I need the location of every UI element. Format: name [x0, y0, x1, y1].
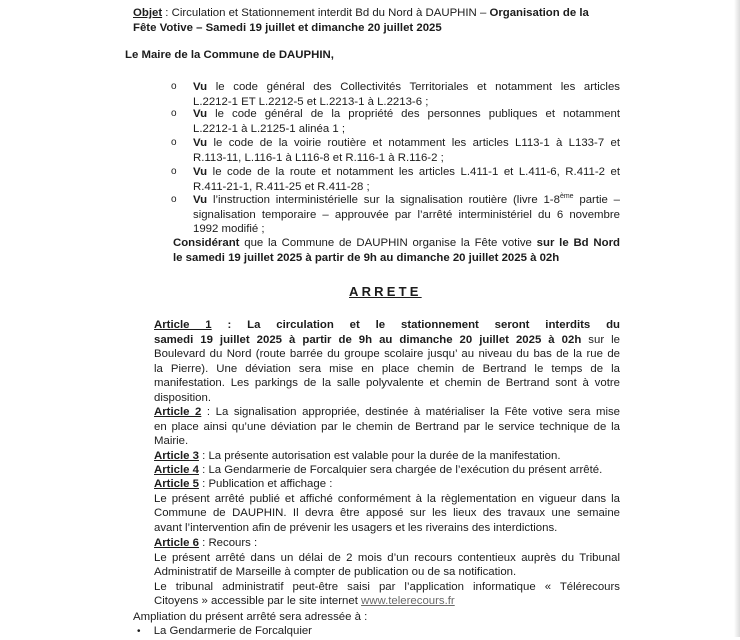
article-6: Article 6 : Recours : Le présent arrêté dans un délai de 2 mois d’un recours contentieux auprès du Tribunal Administratif de Marseille à compter de publication ou de sa notification. Le tribunal administratif peut-être saisi par l’application informatique « Télérecours Citoyens » accessible par le site internet www.telerecours.fr — [154, 537, 620, 608]
article-5: Article 5 : Publication et affichage : Le présent arrêté publié et affiché conformément à la règlementation en vigueur dans la Commune de DAUPHIN. Il devra être apposé sur les lieux des travaux une semaine avant l’intervention afin de prévenir les usagers et les riverains des interdictions. — [154, 478, 620, 534]
article-label: Article 6 — [154, 537, 199, 549]
telerecours-link[interactable]: www.telerecours.fr — [361, 595, 455, 608]
circle-bullet-icon: o — [171, 81, 177, 92]
vu-item: o Vu le code général des Collectivités Territoriales et notamment les articles L.2212-1 ET L.2212-5 et L.2213-1 à L.2213-6 ; — [171, 81, 620, 108]
considerant: Considérant que la Commune de DAUPHIN organise la Fête votive sur le Bd Nord le samedi 19 juillet 2025 à partir de 9h au dimanche 20 juillet 2025 à 02h — [173, 237, 620, 264]
article-label: Article 4 — [154, 464, 199, 476]
article-2: Article 2 : La signalisation appropriée, destinée à matérialiser la Fête votive sera mise en place ainsi qu’une déviation par le chemin de Bertrand par le service technique de la Mairie. — [154, 406, 621, 448]
vu-item: o Vu le code de la voirie routière et notamment les articles L113-1 à L133-7 et R.113-11, L.116-1 à L116-8 et R.116-1 à R.116-2 ; — [171, 137, 620, 164]
circle-bullet-icon: o — [171, 194, 177, 205]
article-label: Article 3 — [154, 450, 199, 462]
vu-item: o Vu l’instruction interministérielle sur la signalisation routière (livre 1-8ème partie – signalisation temporaire – approuvée par l’arrêté interministériel du 6 novembre 1992 modifié ; — [171, 193, 620, 236]
vu-item: o Vu le code général de la propriété des personnes publiques et notamment L.2212-1 à L.2125-1 alinéa 1 ; — [171, 108, 620, 135]
arrete-heading: ARRETE — [349, 284, 422, 299]
article-1: Article 1 : La circulation et le stationnement seront interdits du samedi 19 juillet 2025 à partir de 9h au dimanche 20 juillet 2025 à 02h sur le Boulevard du Nord (route barrée du groupe scolaire jusqu’ au niveau du bas de la rue de la Pierre). Une déviation sera mise en place chemin de Bertrand le temps de la manifestation. Les parkings de la salle polyvalente et chemin de Bertrand sont à votre disposition. — [154, 319, 620, 404]
article-4: Article 4 : La Gendarmerie de Forcalquier sera chargée de l’exécution du présent arrêté. — [154, 464, 603, 476]
objet-line1: Objet : Circulation et Stationnement interdit Bd du Nord à DAUPHIN – Organisation de la — [133, 7, 589, 19]
maire-heading: Le Maire de la Commune de DAUPHIN, — [125, 49, 334, 61]
vu-item: o Vu le code de la route et notamment les articles L.411-1 et L.411-6, R.411-2 et R.411-21-1, R.411-25 et R.411-28 ; — [171, 166, 620, 193]
list-item: • La Gendarmerie de Forcalquier — [137, 625, 312, 637]
circle-bullet-icon: o — [171, 137, 177, 148]
circle-bullet-icon: o — [171, 166, 177, 177]
bullet-icon: • — [137, 626, 141, 637]
article-label: Article 1 — [154, 319, 212, 331]
article-label: Article 5 — [154, 478, 199, 490]
circle-bullet-icon: o — [171, 108, 177, 119]
article-label: Article 2 — [154, 406, 202, 418]
ampliation: Ampliation du présent arrêté sera adressée à : — [133, 611, 368, 623]
objet-label: Objet — [133, 7, 163, 19]
objet-line2: Fête Votive – Samedi 19 juillet et dimanche 20 juillet 2025 — [133, 22, 442, 34]
considerant-label: Considérant — [173, 237, 240, 249]
scan-edge — [734, 0, 740, 637]
objet-text: Circulation et Stationnement interdit Bd du Nord à DAUPHIN – — [171, 7, 490, 19]
article-3: Article 3 : La présente autorisation est valable pour la durée de la manifestation. — [154, 450, 561, 462]
